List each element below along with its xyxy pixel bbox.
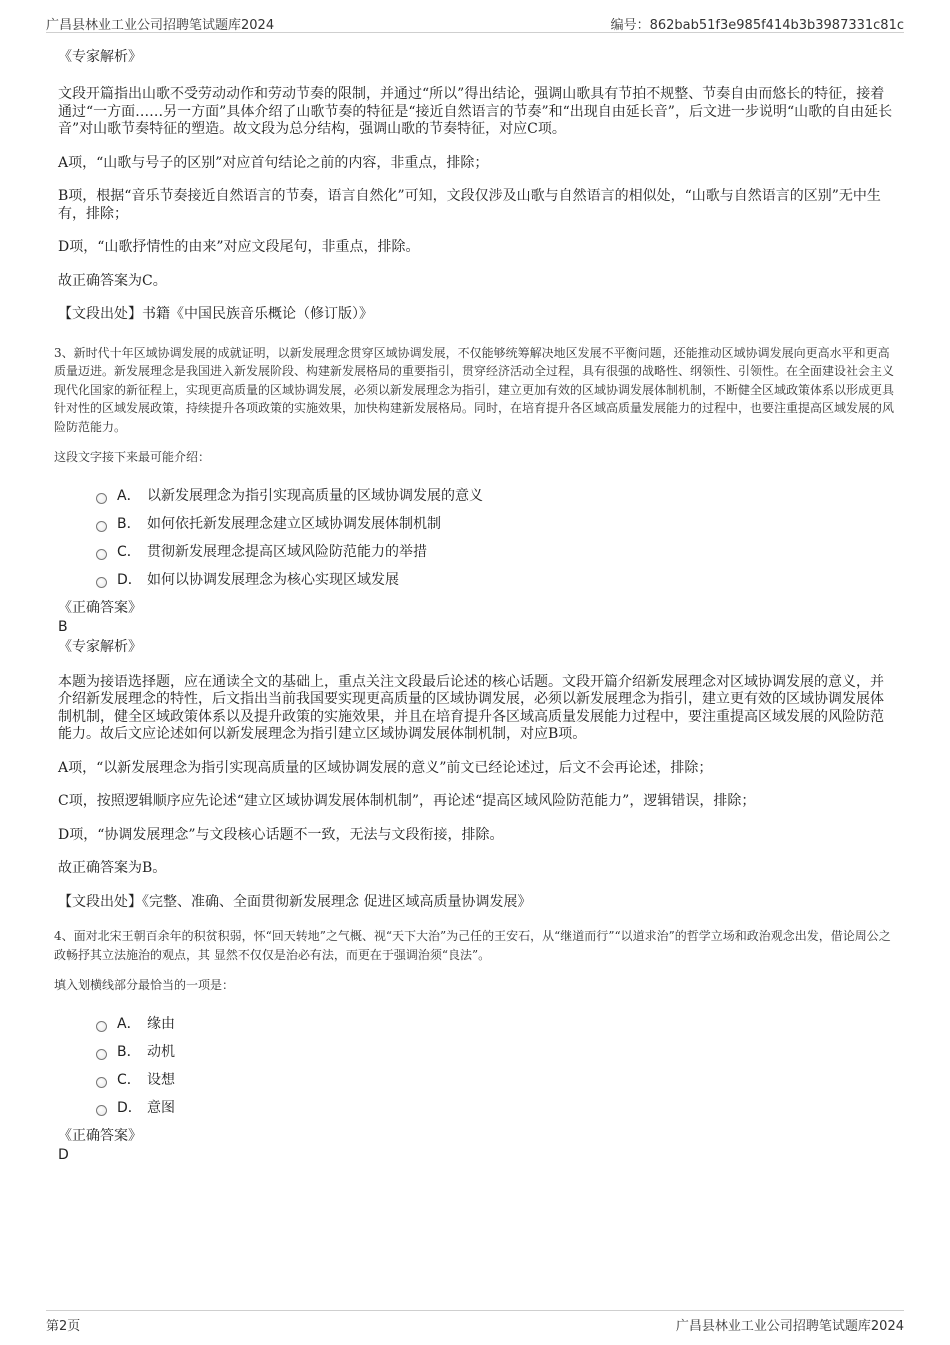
q3-prompt: 这段文字接下来最可能介绍： xyxy=(54,450,211,464)
q3-conclusion: 故正确答案为B。 xyxy=(58,860,167,876)
radio-icon[interactable] xyxy=(96,1105,107,1116)
q4-option-d[interactable] xyxy=(96,1093,894,1121)
option-letter: C． xyxy=(117,1071,141,1088)
q3-option-a-analysis: A项，“以新发展理念为指引实现高质量的区域协调发展的意义”前文已经论述过，后文不会再论述，排除； xyxy=(58,759,713,776)
q3-stem: 3、新时代十年区域协调发展的成就证明，以新发展理念贯穿区域协调发展，不仅能够统筹解决地区发展不平衡问题，还能推动区域协调发展向更高水平和更高质量迈进。新发展理念是我国进入新发展阶段、构建新发展格局的重要指引，贯穿经济活动全过程，具有很强的战略性、纲领性、引领性。在全面建设社会主义现代化国家的新征程上，实现更高质量的区域协调发展，必须以新发展理念为指引，建立更加有效的区域协调发展体制机制，不断健全区域政策体系以形成更具针对性的区域发展政策，持续提升各项政策的实施效果，加快构建新发展格局。同时，在培育提升各区域高质量发展能力的过程中，也要注重提高区域发展的风险防范能力。 xyxy=(54,345,895,434)
q3-option-b[interactable] xyxy=(96,509,894,537)
radio-icon[interactable] xyxy=(96,493,107,504)
q3-answer: B xyxy=(58,618,68,635)
option-letter: B． xyxy=(117,1043,141,1060)
option-text: 如何依托新发展理念建立区域协调发展体制机制 xyxy=(147,515,441,532)
radio-icon[interactable] xyxy=(96,577,107,588)
header-doc-id: 编号：862bab51f3e985f414b3b3987331c81c xyxy=(610,18,904,33)
footer-title: 广昌县林业工业公司招聘笔试题库2024 xyxy=(675,1319,904,1334)
option-letter: A． xyxy=(117,487,141,504)
q3-option-a[interactable] xyxy=(96,481,894,509)
q3-analysis-paragraph: 本题为接语选择题，应在通读全文的基础上，重点关注文段最后论述的核心话题。文段开篇介绍新发展理念对区域协调发展的意义，并介绍新发展理念的特性，后文指出当前我国要实现更高质量的区域协调发展，必须以新发展理念为指引，建立更有效的区域协调发展体制机制，健全区域政策体系以及提升政策的实施效果，并且在培育提升各区域高质量发展能力过程中，要注重提高区域发展的风险防范能力。故后文应论述如何以新发展理念为指引建立区域协调发展体制机制，对应B项。 xyxy=(58,673,884,742)
option-text: 意图 xyxy=(147,1099,175,1116)
page-number: 第2页 xyxy=(46,1319,81,1334)
q2-option-a-analysis: A项，“山歌与号子的区别”对应首句结论之前的内容，非重点，排除； xyxy=(58,154,489,171)
option-letter: D． xyxy=(117,1099,142,1116)
q3-source: 【文段出处】《完整、准确、全面贯彻新发展理念 促进区域高质量协调发展》 xyxy=(58,893,532,910)
q2-source: 【文段出处】书籍《中国民族音乐概论（修订版）》 xyxy=(58,306,373,322)
option-letter: A． xyxy=(117,1015,141,1032)
q2-analysis-paragraph: 文段开篇指出山歌不受劳动动作和劳动节奏的限制，并通过“所以”得出结论，强调山歌具有节拍不规整、节奏自由而悠长的特征，接着通过“一方面……另一方面”具体介绍了山歌节奏的特征是“接近自然语言的节奏”和“出现自由延长音”，后文进一步说明“山歌的自由延长音”对山歌节奏特征的塑造。故文段为总分结构，强调山歌的节奏特征，对应C项。 xyxy=(58,86,893,137)
option-text: 以新发展理念为指引实现高质量的区域协调发展的意义 xyxy=(147,487,483,504)
option-text: 贯彻新发展理念提高区域风险防范能力的举措 xyxy=(147,543,427,560)
option-text: 如何以协调发展理念为核心实现区域发展 xyxy=(147,571,399,588)
header-title: 广昌县林业工业公司招聘笔试题库2024 xyxy=(46,18,275,33)
q3-option-c[interactable] xyxy=(96,537,894,565)
page-header xyxy=(46,14,904,33)
option-letter: B． xyxy=(117,515,141,532)
q2-conclusion: 故正确答案为C。 xyxy=(58,272,167,289)
q4-stem: 4、面对北宋王朝百余年的积贫积弱，怀“回天转地”之气概、视“天下大治”为己任的王安石，从“继道而行”“以道求治”的哲学立场和政治观念出发，借论周公之政畅抒其立法施治的观点，其 显然不仅仅是治必有法，而更在于强调治须“良法”。 xyxy=(54,929,891,962)
q4-prompt: 填入划横线部分最恰当的一项是： xyxy=(54,978,235,992)
q2-option-b-analysis: B项，根据“音乐节奏接近自然语言的节奏，语言自然化”可知，文段仅涉及山歌与自然语言的相似处，“山歌与自然语言的区别”无中生有，排除； xyxy=(58,188,881,222)
option-letter: D． xyxy=(117,571,142,588)
q4-answer-label: 《正确答案》 xyxy=(58,1127,142,1144)
q3-option-c-analysis: C项，按照逻辑顺序应先论述“建立区域协调发展体制机制”，再论述“提高区域风险防范能力”，逻辑错误，排除； xyxy=(58,793,756,809)
q4-option-a[interactable] xyxy=(96,1009,894,1037)
q3-option-d[interactable] xyxy=(96,565,894,593)
q3-analysis-label: 《专家解析》 xyxy=(58,638,142,655)
option-text: 设想 xyxy=(147,1071,175,1088)
q4-option-b[interactable] xyxy=(96,1037,894,1065)
radio-icon[interactable] xyxy=(96,1049,107,1060)
q4-option-c[interactable] xyxy=(96,1065,894,1093)
option-letter: C． xyxy=(117,543,141,560)
radio-icon[interactable] xyxy=(96,1021,107,1032)
q3-answer-label: 《正确答案》 xyxy=(58,599,142,616)
option-text: 动机 xyxy=(147,1043,175,1060)
option-text: 缘由 xyxy=(147,1015,175,1032)
page-footer xyxy=(46,1310,904,1333)
page-content xyxy=(54,42,895,1164)
q3-option-d-analysis: D项，“协调发展理念”与文段核心话题不一致，无法与文段衔接，排除。 xyxy=(58,826,504,843)
q3-options xyxy=(96,481,894,593)
q4-answer: D xyxy=(58,1146,69,1163)
q4-options xyxy=(96,1009,894,1121)
q2-analysis-label: 《专家解析》 xyxy=(58,49,142,65)
radio-icon[interactable] xyxy=(96,549,107,560)
q2-option-d-analysis: D项，“山歌抒情性的由来”对应文段尾句，非重点，排除。 xyxy=(58,239,420,255)
radio-icon[interactable] xyxy=(96,1077,107,1088)
radio-icon[interactable] xyxy=(96,521,107,532)
